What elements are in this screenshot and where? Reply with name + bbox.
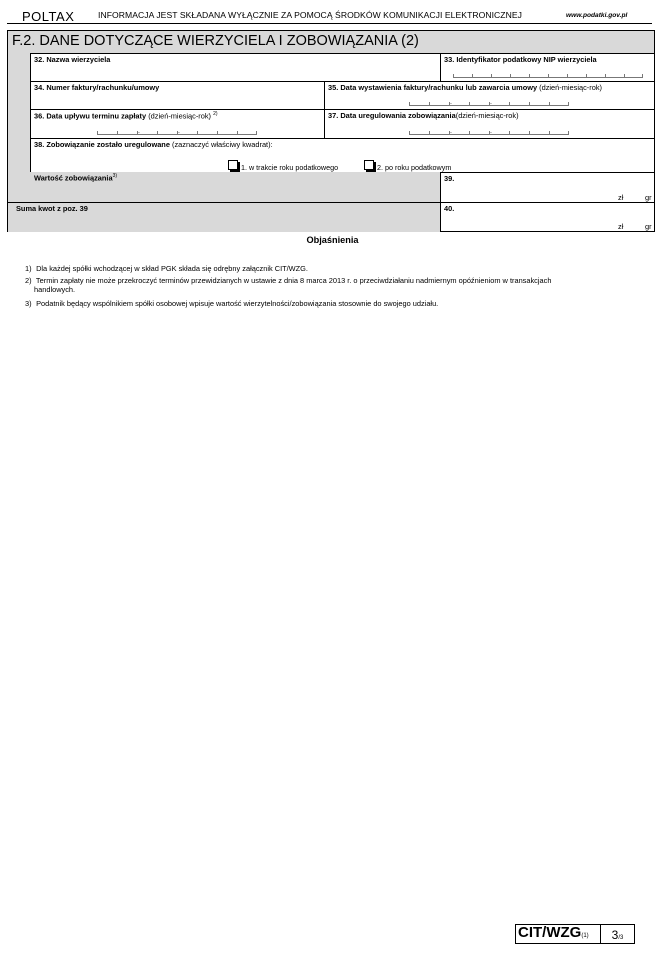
currency-gr-40: gr bbox=[645, 222, 652, 231]
website-link[interactable]: www.podatki.gov.pl bbox=[566, 12, 628, 19]
date-35-ticks: . . bbox=[409, 101, 569, 106]
value-label-cell bbox=[30, 172, 441, 203]
sum-label: Suma kwot z poz. 39 bbox=[16, 204, 88, 213]
field-40-label: 40. bbox=[444, 204, 455, 213]
date-37-ticks: . . bbox=[409, 130, 569, 135]
currency-zl-39: zł bbox=[618, 193, 624, 202]
field-33-label: 33. Identyfikator podatkowy NIP wierzyciela bbox=[444, 55, 597, 64]
field-39-value[interactable] bbox=[440, 172, 655, 203]
currency-zl-40: zł bbox=[618, 222, 624, 231]
currency-gr-39: gr bbox=[645, 193, 652, 202]
field-35-issue-date[interactable] bbox=[324, 81, 655, 110]
option-2-label: 2. po roku podatkowym bbox=[377, 163, 452, 172]
section-title: F.2. DANE DOTYCZĄCE WIERZYCIELA I ZOBOWIĄZANIA (2) bbox=[12, 33, 419, 49]
field-38-settlement-mode bbox=[30, 138, 655, 173]
field-32-label: 32. Nazwa wierzyciela bbox=[34, 55, 111, 64]
field-36-label: 36. Data upływu terminu zapłaty (dzień-miesiąc-rok) $^{2)}$ bbox=[34, 111, 218, 121]
field-32-creditor-name[interactable] bbox=[30, 53, 441, 82]
brand-name: POLTAX bbox=[22, 9, 75, 24]
value-label: Wartość zobowiązania$^{3)}$ bbox=[34, 173, 118, 183]
field-33-creditor-nip[interactable] bbox=[440, 53, 655, 82]
option-1-label: 1. w trakcie roku podatkowego bbox=[241, 163, 339, 172]
nip-digit-ticks bbox=[453, 73, 643, 78]
field-37-settlement-date[interactable] bbox=[324, 109, 655, 139]
footnote-1: 1) Dla każdej spółki wchodzącej w skład PGK składa się odrębny załącznik CIT/WZG. bbox=[25, 264, 308, 273]
field-35-label: 35. Data wystawienia faktury/rachunku lub zawarcia umowy (dzień-miesiąc-rok) bbox=[328, 83, 602, 92]
field-34-label: 34. Numer faktury/rachunku/umowy bbox=[34, 83, 160, 92]
form-code: CIT/WZG(1) bbox=[518, 924, 589, 941]
field-37-label: 37. Data uregulowania zobowiązania(dzień-miesiąc-rok) bbox=[328, 111, 519, 120]
field-39-label: 39. bbox=[444, 174, 455, 183]
explanations-title: Objaśnienia bbox=[306, 235, 359, 245]
field-36-due-date[interactable] bbox=[30, 109, 325, 139]
checkbox-option-2[interactable] bbox=[364, 160, 374, 170]
field-34-invoice-number[interactable] bbox=[30, 81, 325, 110]
footnote-3: 3) Podatnik będący wspólnikiem spółki osobowej wpisuje wartość wierzytelności/zobowiązania stosownie do swojego udziału. bbox=[25, 299, 439, 308]
field-40-sum[interactable] bbox=[440, 202, 655, 232]
date-36-ticks: . . bbox=[97, 130, 257, 135]
field-38-label: 38. Zobowiązanie zostało uregulowane (zaznaczyć właściwy kwadrat): bbox=[34, 140, 273, 149]
page-number: 3/3 bbox=[601, 924, 635, 944]
sum-label-cell bbox=[8, 202, 441, 232]
footnote-2: 2) Termin zapłaty nie może przekroczyć terminów przewidzianych w ustawie z dnia 8 marca 2013 r. o przeciwdziałaniu nadmiernym opóźnieniom w transakcjach handlowych. bbox=[25, 276, 552, 294]
header-info: INFORMACJA JEST SKŁADANA WYŁĄCZNIE ZA POMOCĄ ŚRODKÓW KOMUNIKACJI ELEKTRONICZNEJ bbox=[98, 10, 522, 20]
checkbox-option-1[interactable] bbox=[228, 160, 238, 170]
header-divider bbox=[7, 23, 652, 24]
